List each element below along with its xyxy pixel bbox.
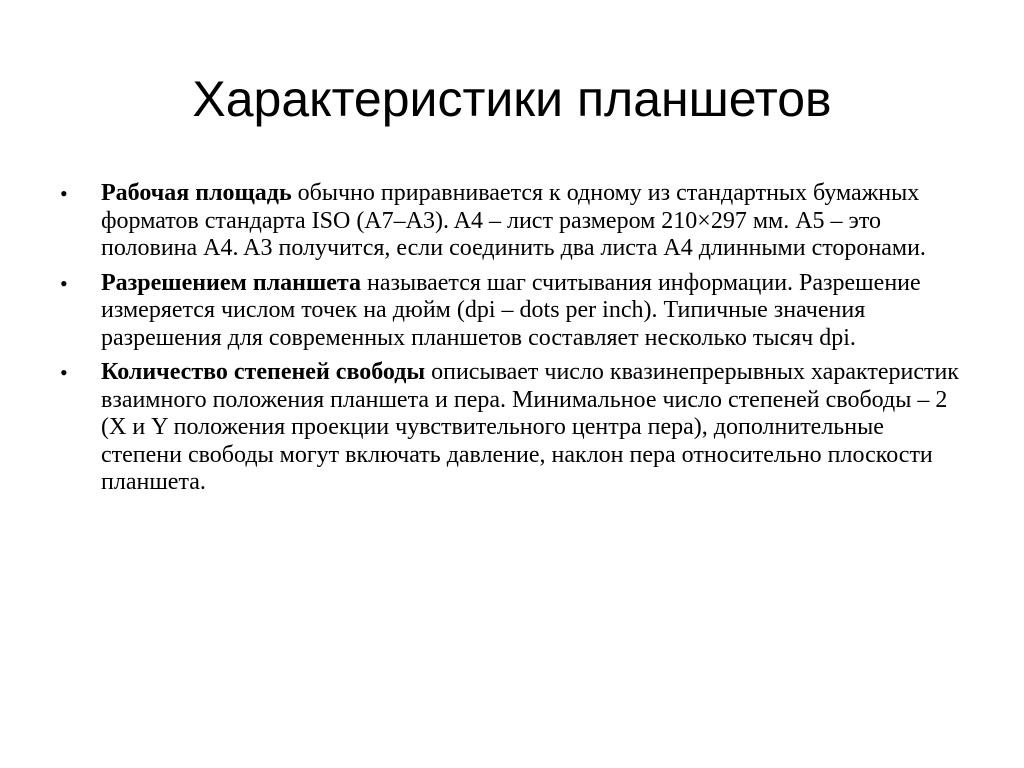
bullet-item-work-area	[60, 180, 960, 263]
bullet-text: обычно приравнивается к одному из стандартных бумажных форматов стандарта ISO (A7–A3). A4 – лист размером 210×297 мм. A5 – это половина A4. A3 получится, если соединить два листа A4 длинными сторонами.	[101, 180, 926, 261]
bullet-dot-icon: •	[60, 270, 68, 296]
bullet-list	[60, 180, 960, 504]
bullet-item-degrees-of-freedom	[60, 359, 960, 497]
bullet-dot-icon: •	[60, 181, 68, 206]
bullet-term: Количество степеней свободы	[101, 359, 426, 385]
bullet-text: описывает число квазинепрерывных характеристик взаимного положения планшета и пера. Минимальное число степеней свободы – 2 (X и Y положения проекции чувствительного центра пера), дополнительные степени свободы могут включать давление, наклон пера относительно плоскости планшета.	[101, 359, 959, 495]
bullet-item-resolution	[60, 270, 960, 353]
slide-title: Характеристики планшетов	[192, 71, 832, 127]
bullet-dot-icon: •	[60, 360, 68, 385]
bullet-term: Рабочая площадь	[101, 180, 292, 206]
bullet-text: называется шаг считывания информации. Разрешение измеряется числом точек на дюйм (dpi – dots per inch). Типичные значения разрешения для современных планшетов составляет несколько тысяч dpi.	[101, 269, 921, 351]
bullet-term: Разрешением планшета	[101, 269, 361, 296]
